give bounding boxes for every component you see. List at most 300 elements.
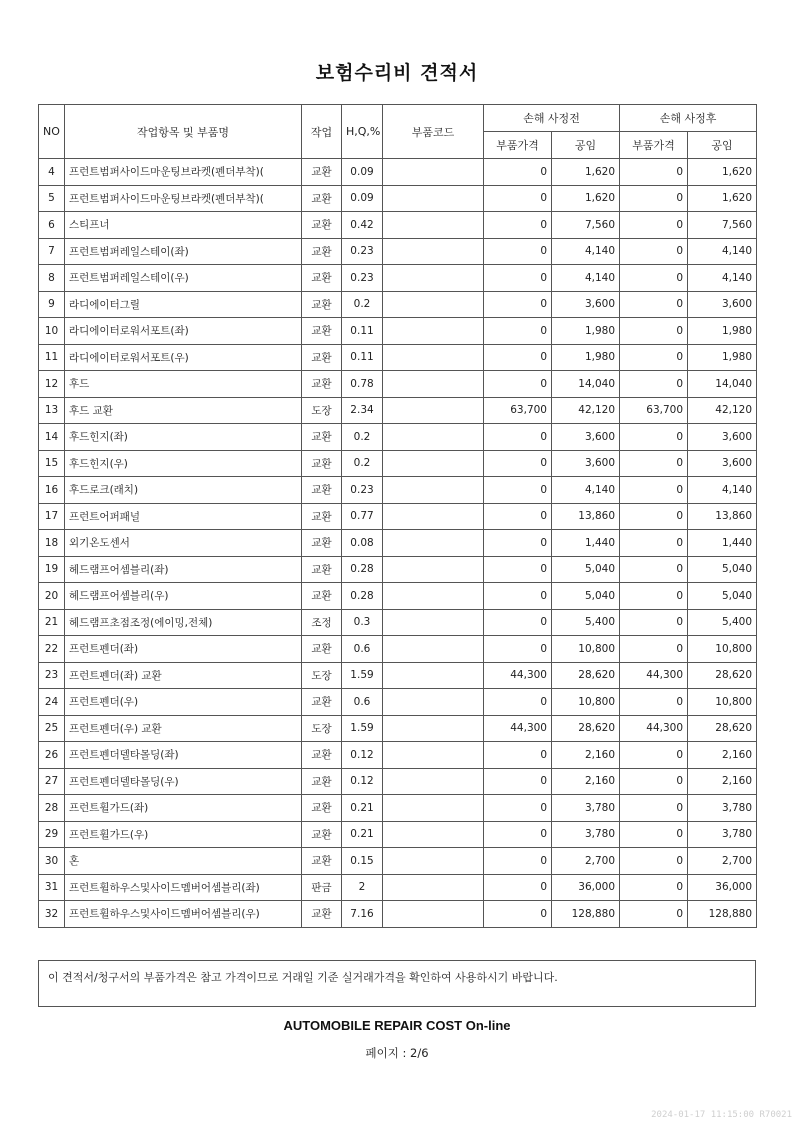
table-row bbox=[39, 556, 757, 583]
row-work: 판금 bbox=[302, 874, 342, 901]
row-before-part-price: 0 bbox=[484, 477, 552, 504]
row-after-labor: 3,600 bbox=[688, 424, 757, 451]
table-row bbox=[39, 291, 757, 318]
row-no: 27 bbox=[39, 768, 65, 795]
row-hq: 0.6 bbox=[342, 689, 383, 716]
row-code bbox=[383, 636, 484, 663]
row-before-part-price: 0 bbox=[484, 503, 552, 530]
row-no: 15 bbox=[39, 450, 65, 477]
row-after-labor: 5,400 bbox=[688, 609, 757, 636]
row-code bbox=[383, 742, 484, 769]
row-hq: 0.23 bbox=[342, 265, 383, 292]
table-row bbox=[39, 371, 757, 398]
row-before-labor: 128,880 bbox=[552, 901, 620, 928]
row-after-labor: 14,040 bbox=[688, 371, 757, 398]
row-work: 교환 bbox=[302, 821, 342, 848]
row-after-part-price: 0 bbox=[620, 609, 688, 636]
table-row bbox=[39, 159, 757, 186]
row-before-part-price: 0 bbox=[484, 159, 552, 186]
table-row bbox=[39, 503, 757, 530]
row-item: 라디에이터로워서포트(우) bbox=[65, 344, 302, 371]
row-work: 교환 bbox=[302, 636, 342, 663]
row-before-part-price: 0 bbox=[484, 530, 552, 557]
header-before-labor: 공임 bbox=[552, 132, 620, 159]
row-before-part-price: 0 bbox=[484, 265, 552, 292]
row-before-labor: 5,040 bbox=[552, 583, 620, 610]
row-no: 30 bbox=[39, 848, 65, 875]
row-after-labor: 2,160 bbox=[688, 742, 757, 769]
row-hq: 0.6 bbox=[342, 636, 383, 663]
table-row bbox=[39, 768, 757, 795]
row-work: 교환 bbox=[302, 185, 342, 212]
row-item: 스티프너 bbox=[65, 212, 302, 239]
row-item: 후드 교환 bbox=[65, 397, 302, 424]
row-item: 헤드램프어셈블리(우) bbox=[65, 583, 302, 610]
table-row bbox=[39, 715, 757, 742]
row-work: 교환 bbox=[302, 238, 342, 265]
row-item: 프런트휠하우스및사이드멤버어셈블리(우) bbox=[65, 901, 302, 928]
row-before-labor: 1,440 bbox=[552, 530, 620, 557]
row-before-part-price: 0 bbox=[484, 821, 552, 848]
row-item: 혼 bbox=[65, 848, 302, 875]
row-work: 교환 bbox=[302, 768, 342, 795]
row-no: 22 bbox=[39, 636, 65, 663]
row-no: 9 bbox=[39, 291, 65, 318]
row-no: 21 bbox=[39, 609, 65, 636]
row-before-part-price: 0 bbox=[484, 901, 552, 928]
header-after-part-price: 부품가격 bbox=[620, 132, 688, 159]
row-after-part-price: 44,300 bbox=[620, 662, 688, 689]
row-item: 후드힌지(우) bbox=[65, 450, 302, 477]
row-after-labor: 10,800 bbox=[688, 689, 757, 716]
row-hq: 2 bbox=[342, 874, 383, 901]
row-code bbox=[383, 530, 484, 557]
row-work: 교환 bbox=[302, 556, 342, 583]
row-before-part-price: 0 bbox=[484, 344, 552, 371]
row-no: 16 bbox=[39, 477, 65, 504]
row-after-labor: 4,140 bbox=[688, 477, 757, 504]
row-code bbox=[383, 424, 484, 451]
row-hq: 0.21 bbox=[342, 795, 383, 822]
row-after-part-price: 0 bbox=[620, 265, 688, 292]
row-item: 라디에이터로워서포트(좌) bbox=[65, 318, 302, 345]
row-work: 교환 bbox=[302, 265, 342, 292]
row-before-labor: 2,160 bbox=[552, 742, 620, 769]
row-after-part-price: 0 bbox=[620, 583, 688, 610]
table-row bbox=[39, 821, 757, 848]
row-work: 교환 bbox=[302, 291, 342, 318]
row-hq: 0.12 bbox=[342, 742, 383, 769]
row-code bbox=[383, 662, 484, 689]
row-code bbox=[383, 238, 484, 265]
table-row bbox=[39, 477, 757, 504]
row-hq: 0.28 bbox=[342, 556, 383, 583]
row-after-part-price: 63,700 bbox=[620, 397, 688, 424]
print-timestamp: 2024-01-17 11:15:00 R70021 bbox=[651, 1110, 792, 1120]
row-after-labor: 3,780 bbox=[688, 795, 757, 822]
row-no: 31 bbox=[39, 874, 65, 901]
row-before-labor: 3,600 bbox=[552, 424, 620, 451]
table-row bbox=[39, 238, 757, 265]
table-row bbox=[39, 689, 757, 716]
row-after-part-price: 44,300 bbox=[620, 715, 688, 742]
table-row bbox=[39, 265, 757, 292]
row-work: 교환 bbox=[302, 689, 342, 716]
row-code bbox=[383, 371, 484, 398]
table-row bbox=[39, 609, 757, 636]
price-notice-box bbox=[38, 960, 756, 1007]
row-after-labor: 5,040 bbox=[688, 583, 757, 610]
row-item: 프런트펜더델타몰딩(우) bbox=[65, 768, 302, 795]
row-no: 5 bbox=[39, 185, 65, 212]
row-work: 교환 bbox=[302, 530, 342, 557]
row-code bbox=[383, 344, 484, 371]
row-after-part-price: 0 bbox=[620, 530, 688, 557]
row-before-labor: 10,800 bbox=[552, 689, 620, 716]
row-hq: 0.12 bbox=[342, 768, 383, 795]
row-work: 교환 bbox=[302, 159, 342, 186]
row-hq: 0.2 bbox=[342, 424, 383, 451]
row-after-labor: 1,440 bbox=[688, 530, 757, 557]
row-item: 프런트펜더(좌) bbox=[65, 636, 302, 663]
row-item: 외기온도센서 bbox=[65, 530, 302, 557]
row-code bbox=[383, 318, 484, 345]
row-hq: 0.78 bbox=[342, 371, 383, 398]
row-item: 프런트펜더(우) bbox=[65, 689, 302, 716]
row-hq: 0.3 bbox=[342, 609, 383, 636]
row-code bbox=[383, 291, 484, 318]
estimate-table bbox=[38, 104, 757, 928]
row-item: 프런트범퍼레일스테이(좌) bbox=[65, 238, 302, 265]
row-item: 프런트범퍼레일스테이(우) bbox=[65, 265, 302, 292]
row-after-labor: 42,120 bbox=[688, 397, 757, 424]
footer-title: AUTOMOBILE REPAIR COST On-line bbox=[283, 1018, 511, 1033]
row-after-part-price: 0 bbox=[620, 636, 688, 663]
row-before-labor: 5,040 bbox=[552, 556, 620, 583]
table-row bbox=[39, 583, 757, 610]
row-after-labor: 3,600 bbox=[688, 450, 757, 477]
table-row bbox=[39, 662, 757, 689]
row-code bbox=[383, 583, 484, 610]
row-item: 프런트휠가드(좌) bbox=[65, 795, 302, 822]
row-no: 11 bbox=[39, 344, 65, 371]
row-before-labor: 4,140 bbox=[552, 265, 620, 292]
row-after-part-price: 0 bbox=[620, 159, 688, 186]
row-no: 4 bbox=[39, 159, 65, 186]
row-hq: 0.23 bbox=[342, 477, 383, 504]
row-after-labor: 1,620 bbox=[688, 185, 757, 212]
row-code bbox=[383, 689, 484, 716]
row-after-part-price: 0 bbox=[620, 821, 688, 848]
row-item: 헤드램프어셈블리(좌) bbox=[65, 556, 302, 583]
row-before-labor: 1,620 bbox=[552, 159, 620, 186]
table-row bbox=[39, 848, 757, 875]
row-after-part-price: 0 bbox=[620, 318, 688, 345]
header-hq: H,Q,% bbox=[342, 105, 383, 159]
row-before-part-price: 0 bbox=[484, 424, 552, 451]
row-before-labor: 42,120 bbox=[552, 397, 620, 424]
row-before-labor: 28,620 bbox=[552, 715, 620, 742]
row-no: 28 bbox=[39, 795, 65, 822]
row-hq: 0.42 bbox=[342, 212, 383, 239]
row-after-labor: 3,780 bbox=[688, 821, 757, 848]
row-hq: 0.08 bbox=[342, 530, 383, 557]
row-work: 교환 bbox=[302, 212, 342, 239]
row-before-labor: 5,400 bbox=[552, 609, 620, 636]
row-after-labor: 36,000 bbox=[688, 874, 757, 901]
row-work: 교환 bbox=[302, 742, 342, 769]
row-after-labor: 1,980 bbox=[688, 344, 757, 371]
row-item: 프런트어퍼패널 bbox=[65, 503, 302, 530]
row-after-labor: 4,140 bbox=[688, 238, 757, 265]
row-item: 프런트휠가드(우) bbox=[65, 821, 302, 848]
table-row bbox=[39, 795, 757, 822]
row-before-part-price: 0 bbox=[484, 636, 552, 663]
row-after-labor: 5,040 bbox=[688, 556, 757, 583]
row-item: 후드힌지(좌) bbox=[65, 424, 302, 451]
row-before-labor: 7,560 bbox=[552, 212, 620, 239]
row-before-labor: 1,620 bbox=[552, 185, 620, 212]
row-no: 18 bbox=[39, 530, 65, 557]
row-no: 20 bbox=[39, 583, 65, 610]
row-hq: 0.09 bbox=[342, 185, 383, 212]
row-before-labor: 2,700 bbox=[552, 848, 620, 875]
row-after-part-price: 0 bbox=[620, 874, 688, 901]
row-code bbox=[383, 477, 484, 504]
row-hq: 0.21 bbox=[342, 821, 383, 848]
row-after-labor: 7,560 bbox=[688, 212, 757, 239]
row-before-labor: 2,160 bbox=[552, 768, 620, 795]
row-after-labor: 2,160 bbox=[688, 768, 757, 795]
row-before-labor: 1,980 bbox=[552, 318, 620, 345]
row-no: 12 bbox=[39, 371, 65, 398]
row-code bbox=[383, 265, 484, 292]
row-code bbox=[383, 821, 484, 848]
row-work: 도장 bbox=[302, 662, 342, 689]
row-after-labor: 13,860 bbox=[688, 503, 757, 530]
row-after-labor: 3,600 bbox=[688, 291, 757, 318]
row-code bbox=[383, 874, 484, 901]
table-row bbox=[39, 450, 757, 477]
row-before-part-price: 0 bbox=[484, 450, 552, 477]
row-before-part-price: 44,300 bbox=[484, 715, 552, 742]
row-code bbox=[383, 768, 484, 795]
row-item: 프런트펜더(우) 교환 bbox=[65, 715, 302, 742]
row-before-part-price: 0 bbox=[484, 583, 552, 610]
row-after-part-price: 0 bbox=[620, 450, 688, 477]
table-row bbox=[39, 318, 757, 345]
row-code bbox=[383, 450, 484, 477]
row-before-part-price: 0 bbox=[484, 238, 552, 265]
header-after: 손해 사정후 bbox=[620, 105, 757, 132]
row-hq: 0.11 bbox=[342, 344, 383, 371]
table-row bbox=[39, 901, 757, 928]
table-row bbox=[39, 212, 757, 239]
row-before-labor: 4,140 bbox=[552, 477, 620, 504]
row-code bbox=[383, 185, 484, 212]
header-no: NO bbox=[39, 105, 65, 159]
row-hq: 2.34 bbox=[342, 397, 383, 424]
row-work: 교환 bbox=[302, 848, 342, 875]
row-after-part-price: 0 bbox=[620, 768, 688, 795]
row-no: 19 bbox=[39, 556, 65, 583]
row-code bbox=[383, 397, 484, 424]
header-work: 작업 bbox=[302, 105, 342, 159]
row-before-part-price: 0 bbox=[484, 848, 552, 875]
row-item: 헤드램프초점조정(에이밍,전체) bbox=[65, 609, 302, 636]
row-hq: 7.16 bbox=[342, 901, 383, 928]
row-after-part-price: 0 bbox=[620, 795, 688, 822]
row-work: 도장 bbox=[302, 715, 342, 742]
row-after-part-price: 0 bbox=[620, 503, 688, 530]
header-before: 손해 사정전 bbox=[484, 105, 620, 132]
row-work: 교환 bbox=[302, 344, 342, 371]
row-item: 라디에이터그릴 bbox=[65, 291, 302, 318]
row-hq: 0.2 bbox=[342, 450, 383, 477]
row-after-part-price: 0 bbox=[620, 371, 688, 398]
row-before-labor: 14,040 bbox=[552, 371, 620, 398]
row-hq: 1.59 bbox=[342, 662, 383, 689]
row-no: 17 bbox=[39, 503, 65, 530]
row-before-part-price: 0 bbox=[484, 689, 552, 716]
row-code bbox=[383, 715, 484, 742]
row-code bbox=[383, 848, 484, 875]
row-before-part-price: 0 bbox=[484, 212, 552, 239]
row-hq: 0.15 bbox=[342, 848, 383, 875]
row-code bbox=[383, 503, 484, 530]
header-code: 부품코드 bbox=[383, 105, 484, 159]
row-item: 프런트펜더(좌) 교환 bbox=[65, 662, 302, 689]
row-before-labor: 3,780 bbox=[552, 821, 620, 848]
row-no: 7 bbox=[39, 238, 65, 265]
table-row bbox=[39, 344, 757, 371]
header-after-labor: 공임 bbox=[688, 132, 757, 159]
page-indicator: 페이지 : 2/6 bbox=[365, 1046, 429, 1060]
price-notice-text: 이 견적서/청구서의 부품가격은 참고 가격이므로 거래일 기준 실거래가격을 확인하여 사용하시기 바랍니다. bbox=[48, 971, 558, 984]
row-after-part-price: 0 bbox=[620, 689, 688, 716]
row-before-labor: 3,600 bbox=[552, 450, 620, 477]
row-code bbox=[383, 159, 484, 186]
row-hq: 1.59 bbox=[342, 715, 383, 742]
row-after-part-price: 0 bbox=[620, 848, 688, 875]
row-after-labor: 28,620 bbox=[688, 715, 757, 742]
row-before-part-price: 0 bbox=[484, 318, 552, 345]
row-after-part-price: 0 bbox=[620, 424, 688, 451]
row-after-part-price: 0 bbox=[620, 238, 688, 265]
document-title: 보험수리비 견적서 bbox=[315, 62, 479, 84]
table-row bbox=[39, 874, 757, 901]
table-row bbox=[39, 742, 757, 769]
row-after-labor: 1,980 bbox=[688, 318, 757, 345]
row-no: 24 bbox=[39, 689, 65, 716]
row-no: 26 bbox=[39, 742, 65, 769]
row-before-labor: 3,780 bbox=[552, 795, 620, 822]
row-no: 32 bbox=[39, 901, 65, 928]
row-before-labor: 13,860 bbox=[552, 503, 620, 530]
row-work: 교환 bbox=[302, 901, 342, 928]
row-after-part-price: 0 bbox=[620, 556, 688, 583]
table-row bbox=[39, 530, 757, 557]
row-before-labor: 10,800 bbox=[552, 636, 620, 663]
row-item: 프런트범퍼사이드마운팅브라켓(펜더부착)( bbox=[65, 159, 302, 186]
row-item: 후드로크(래치) bbox=[65, 477, 302, 504]
row-before-labor: 4,140 bbox=[552, 238, 620, 265]
row-after-labor: 2,700 bbox=[688, 848, 757, 875]
row-code bbox=[383, 212, 484, 239]
row-no: 25 bbox=[39, 715, 65, 742]
row-after-part-price: 0 bbox=[620, 212, 688, 239]
row-code bbox=[383, 556, 484, 583]
row-before-labor: 1,980 bbox=[552, 344, 620, 371]
row-hq: 0.09 bbox=[342, 159, 383, 186]
row-before-part-price: 0 bbox=[484, 556, 552, 583]
row-no: 8 bbox=[39, 265, 65, 292]
row-work: 교환 bbox=[302, 503, 342, 530]
header-item: 작업항목 및 부품명 bbox=[65, 105, 302, 159]
row-after-labor: 1,620 bbox=[688, 159, 757, 186]
row-before-part-price: 0 bbox=[484, 185, 552, 212]
row-after-part-price: 0 bbox=[620, 901, 688, 928]
row-code bbox=[383, 609, 484, 636]
row-work: 조정 bbox=[302, 609, 342, 636]
row-after-part-price: 0 bbox=[620, 477, 688, 504]
row-before-part-price: 0 bbox=[484, 874, 552, 901]
row-item: 프런트휠하우스및사이드멤버어셈블리(좌) bbox=[65, 874, 302, 901]
table-row bbox=[39, 397, 757, 424]
row-no: 13 bbox=[39, 397, 65, 424]
table-row bbox=[39, 636, 757, 663]
row-before-labor: 28,620 bbox=[552, 662, 620, 689]
row-work: 교환 bbox=[302, 371, 342, 398]
row-code bbox=[383, 901, 484, 928]
row-before-part-price: 0 bbox=[484, 371, 552, 398]
row-no: 10 bbox=[39, 318, 65, 345]
row-work: 교환 bbox=[302, 795, 342, 822]
row-before-part-price: 44,300 bbox=[484, 662, 552, 689]
row-after-part-price: 0 bbox=[620, 185, 688, 212]
row-before-part-price: 0 bbox=[484, 609, 552, 636]
row-no: 23 bbox=[39, 662, 65, 689]
row-no: 29 bbox=[39, 821, 65, 848]
row-before-labor: 3,600 bbox=[552, 291, 620, 318]
row-work: 교환 bbox=[302, 583, 342, 610]
row-no: 6 bbox=[39, 212, 65, 239]
row-before-part-price: 0 bbox=[484, 795, 552, 822]
row-item: 프런트펜더델타몰딩(좌) bbox=[65, 742, 302, 769]
header-before-part-price: 부품가격 bbox=[484, 132, 552, 159]
row-hq: 0.2 bbox=[342, 291, 383, 318]
row-work: 교환 bbox=[302, 318, 342, 345]
row-after-part-price: 0 bbox=[620, 291, 688, 318]
row-work: 교환 bbox=[302, 424, 342, 451]
row-after-labor: 4,140 bbox=[688, 265, 757, 292]
row-work: 교환 bbox=[302, 450, 342, 477]
row-item: 프런트범퍼사이드마운팅브라켓(펜더부착)( bbox=[65, 185, 302, 212]
row-hq: 0.28 bbox=[342, 583, 383, 610]
row-before-part-price: 0 bbox=[484, 742, 552, 769]
row-before-part-price: 0 bbox=[484, 291, 552, 318]
row-hq: 0.77 bbox=[342, 503, 383, 530]
table-row bbox=[39, 185, 757, 212]
row-before-labor: 36,000 bbox=[552, 874, 620, 901]
row-after-labor: 128,880 bbox=[688, 901, 757, 928]
row-after-labor: 28,620 bbox=[688, 662, 757, 689]
row-hq: 0.11 bbox=[342, 318, 383, 345]
table-row bbox=[39, 424, 757, 451]
row-work: 도장 bbox=[302, 397, 342, 424]
row-hq: 0.23 bbox=[342, 238, 383, 265]
row-before-part-price: 63,700 bbox=[484, 397, 552, 424]
